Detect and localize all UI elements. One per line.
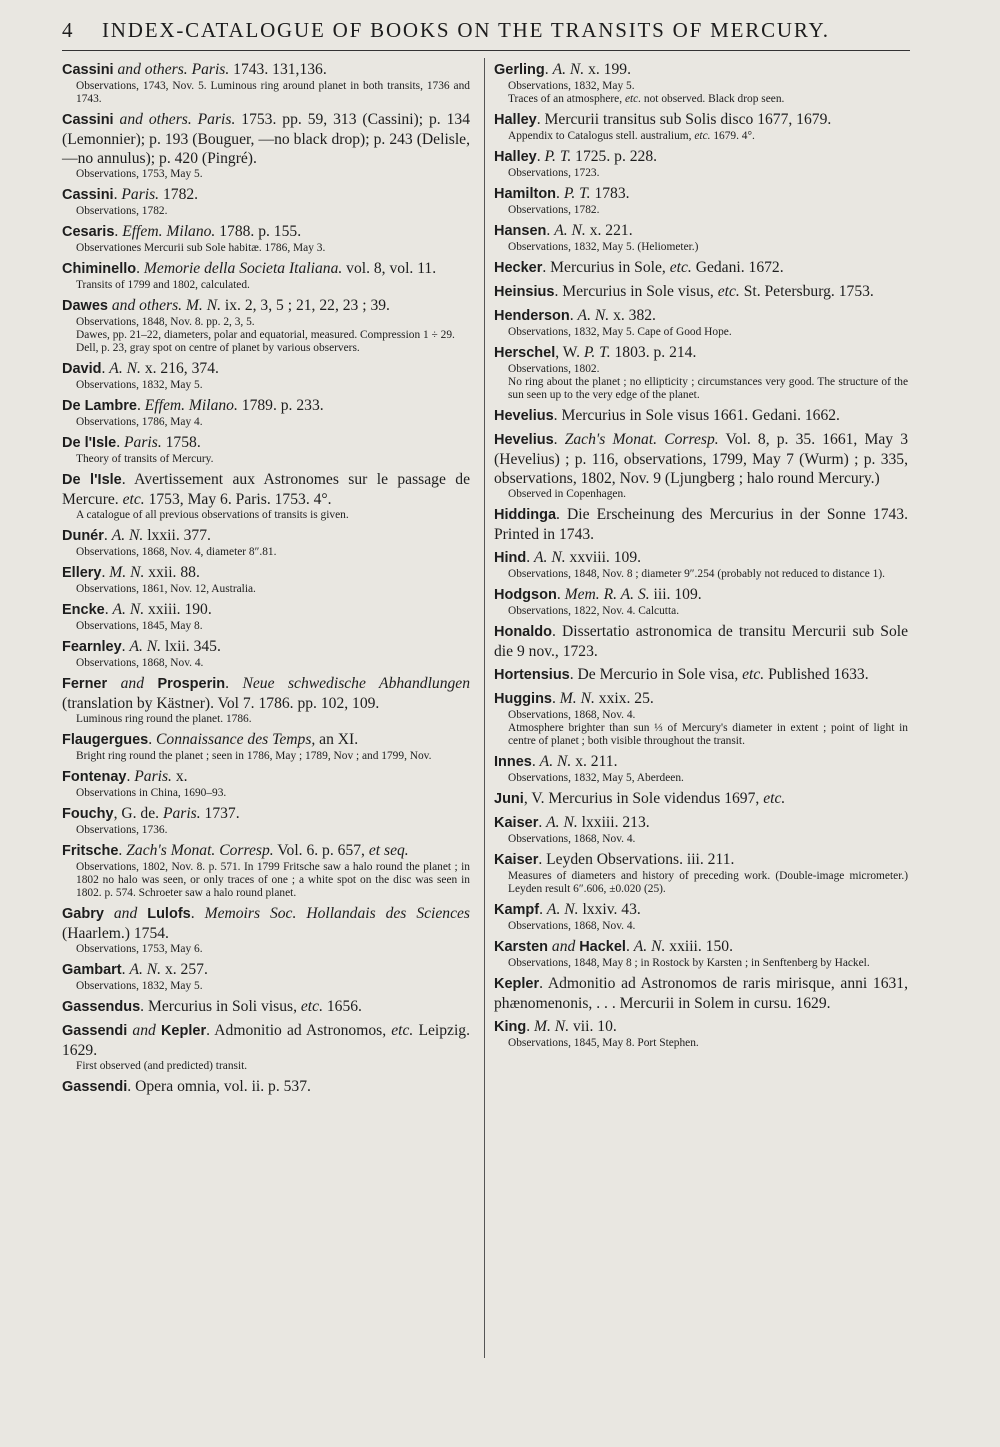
- catalogue-entry: [62, 674, 470, 726]
- entry-note: Observations, 1782.: [508, 204, 600, 216]
- catalogue-entry: [494, 585, 908, 618]
- entry-note: Observations, 1848, May 8 ; in Rostock by Karsten ; in Senftenberg by Hackel.: [508, 957, 870, 969]
- entry-citation: Hamilton. P. T. 1783.: [494, 185, 630, 202]
- entry-note: Observations, 1802, Nov. 8. p. 571. In 1799 Fritsche saw a halo round the planet ; in 1802 no halo was seen, or only traces of one ; a white spot on the disc was seen in 1802. p. 574. Schroeter saw a halo round planet.: [76, 861, 470, 899]
- column-divider: [484, 58, 485, 1358]
- entry-note: Traces of an atmosphere, etc. not observed. Black drop seen.: [508, 93, 785, 105]
- entry-note: Theory of transits of Mercury.: [76, 453, 214, 465]
- catalogue-entry: [62, 600, 470, 633]
- entry-citation: Chiminello. Memorie della Societa Italiana. vol. 8, vol. 11.: [62, 260, 437, 277]
- entry-note: Measures of diameters and history of preceding work. (Double-image micrometer.) Leyden result 6″.606, ±0.020 (25).: [508, 870, 908, 895]
- catalogue-entry: [62, 526, 470, 559]
- entry-citation: Fouchy, G. de. Paris. 1737.: [62, 805, 240, 822]
- entry-citation: Gerling. A. N. x. 199.: [494, 61, 631, 78]
- catalogue-entry: [62, 433, 470, 466]
- catalogue-entry: [62, 396, 470, 429]
- catalogue-entry: [62, 730, 470, 763]
- catalogue-entry: [494, 406, 908, 426]
- catalogue-entry: [494, 1017, 908, 1050]
- entry-citation: Halley. P. T. 1725. p. 228.: [494, 148, 658, 165]
- entry-note: Observations, 1786, May 4.: [76, 416, 203, 428]
- entry-citation: Dunér. A. N. lxxii. 377.: [62, 527, 211, 544]
- entry-citation: Juni, V. Mercurius in Sole videndus 1697, etc.: [494, 790, 786, 807]
- catalogue-entry: [494, 622, 908, 661]
- entry-citation: De l'Isle. Avertissement aux Astronomes sur le passage de Mercure. etc. 1753, May 6. Paris. 1753. 4°.: [62, 471, 470, 508]
- entry-note: Observations, 1723.: [508, 167, 600, 179]
- entry-citation: Cesaris. Effem. Milano. 1788. p. 155.: [62, 223, 302, 240]
- entry-citation: Kaiser. A. N. lxxiii. 213.: [494, 814, 650, 831]
- header-rule: [62, 50, 910, 51]
- entry-citation: Huggins. M. N. xxix. 25.: [494, 690, 654, 707]
- catalogue-entry: [62, 1077, 470, 1097]
- catalogue-entry: [62, 259, 470, 292]
- entry-note: Observed in Copenhagen.: [508, 488, 626, 500]
- catalogue-entry: [494, 306, 908, 339]
- entry-note: Observations, 1832, May 5. (Heliometer.): [508, 241, 699, 253]
- entry-citation: Henderson. A. N. x. 382.: [494, 307, 656, 324]
- catalogue-entry: [62, 637, 470, 670]
- entry-citation: De l'Isle. Paris. 1758.: [62, 434, 201, 451]
- catalogue-entry: [494, 505, 908, 544]
- entry-note: Observations, 1736.: [76, 824, 168, 836]
- catalogue-entry: [62, 359, 470, 392]
- catalogue-entry: [494, 752, 908, 785]
- entry-citation: Gassendus. Mercurius in Soli visus, etc. 1656.: [62, 998, 362, 1015]
- entry-note: Observations in China, 1690–93.: [76, 787, 227, 799]
- page-header: [62, 18, 912, 43]
- entry-citation: Innes. A. N. x. 211.: [494, 753, 618, 770]
- catalogue-entry: [62, 960, 470, 993]
- entry-citation: Kepler. Admonitio ad Astronomos de raris mirisque, anni 1631, phænomenonis, . . . Mercurii in Solem in cursu. 1629.: [494, 975, 908, 1012]
- catalogue-entry: [494, 343, 908, 402]
- entry-citation: Herschel, W. P. T. 1803. p. 214.: [494, 344, 697, 361]
- entry-citation: Hiddinga. Die Erscheinung des Mercurius in der Sonne 1743. Printed in 1743.: [494, 506, 908, 543]
- entry-note: Observations, 1868, Nov. 4.: [508, 920, 636, 932]
- catalogue-entry: [494, 850, 908, 896]
- entry-note: No ring about the planet ; no ellipticity ; circumstances very good. The structure of the sun seen up to the very edge of the planet.: [508, 376, 908, 401]
- entry-citation: Hecker. Mercurius in Sole, etc. Gedani. 1672.: [494, 259, 784, 276]
- catalogue-entry: [494, 665, 908, 685]
- catalogue-entry: [494, 937, 908, 970]
- entry-citation: Dawes and others. M. N. ix. 2, 3, 5 ; 21, 22, 23 ; 39.: [62, 297, 390, 314]
- entry-citation: Encke. A. N. xxiii. 190.: [62, 601, 212, 618]
- right-column: [494, 60, 908, 1054]
- entry-citation: Hevelius. Zach's Monat. Corresp. Vol. 8, p. 35. 1661, May 3 (Hevelius) ; p. 116, observations, 1799, May 7 (Wurm) ; p. 335, observations, 1802, Nov. 9 (Ljungberg ; halo round Mercury.): [494, 431, 908, 487]
- entry-citation: Gassendi. Opera omnia, vol. ii. p. 537.: [62, 1078, 311, 1095]
- entry-citation: Kaiser. Leyden Observations. iii. 211.: [494, 851, 735, 868]
- catalogue-entry: [494, 221, 908, 254]
- entry-note: Observations, 1848, Nov. 8 ; diameter 9″.254 (probably not reduced to distance 1).: [508, 568, 885, 580]
- entry-note: Observations, 1848, Nov. 8. pp. 2, 3, 5.: [76, 316, 255, 328]
- entry-note: Observations, 1861, Nov. 12, Australia.: [76, 583, 256, 595]
- entry-citation: De Lambre. Effem. Milano. 1789. p. 233.: [62, 397, 324, 414]
- entry-citation: Hodgson. Mem. R. A. S. iii. 109.: [494, 586, 702, 603]
- entry-note: Observations, 1822, Nov. 4. Calcutta.: [508, 605, 680, 617]
- left-column: [62, 60, 470, 1101]
- catalogue-entry: [62, 110, 470, 181]
- entry-note: Observations, 1832, May 5. Cape of Good Hope.: [508, 326, 732, 338]
- entry-citation: Gambart. A. N. x. 257.: [62, 961, 208, 978]
- entry-citation: Heinsius. Mercurius in Sole visus, etc. St. Petersburg. 1753.: [494, 283, 874, 300]
- catalogue-entry: [62, 767, 470, 800]
- catalogue-entry: [494, 900, 908, 933]
- entry-citation: Cassini and others. Paris. 1743. 131,136.: [62, 61, 327, 78]
- entry-note: Observations, 1832, May 5.: [508, 80, 635, 92]
- entry-citation: Karsten and Hackel. A. N. xxiii. 150.: [494, 938, 733, 955]
- catalogue-entry: [494, 548, 908, 581]
- catalogue-entry: [494, 110, 908, 143]
- catalogue-entry: [62, 60, 470, 106]
- catalogue-entry: [62, 470, 470, 522]
- entry-citation: Gassendi and Kepler. Admonitio ad Astronomos, etc. Leipzig. 1629.: [62, 1022, 470, 1059]
- catalogue-entry: [494, 789, 908, 809]
- entry-note: Luminous ring round the planet. 1786.: [76, 713, 252, 725]
- entry-note: First observed (and predicted) transit.: [76, 1060, 248, 1072]
- entry-note: Observations, 1832, May 5.: [76, 980, 203, 992]
- catalogue-entry: [62, 841, 470, 900]
- catalogue-entry: [62, 997, 470, 1017]
- page-title: INDEX-CATALOGUE OF BOOKS ON THE TRANSITS OF MERCURY.: [102, 18, 830, 42]
- entry-note: Observations, 1845, May 8.: [76, 620, 203, 632]
- entry-citation: Cassini. Paris. 1782.: [62, 186, 199, 203]
- entry-citation: Cassini and others. Paris. 1753. pp. 59, 313 (Cassini); p. 134 (Lemonnier); p. 193 (Bouguer, —no black drop); p. 243 (Delisle, —no annulus); p. 420 (Pingré).: [62, 111, 470, 167]
- entry-note: Observations, 1782.: [76, 205, 168, 217]
- catalogue-entry: [494, 974, 908, 1013]
- entry-note: Observations, 1753, May 5.: [76, 168, 203, 180]
- catalogue-entry: [62, 222, 470, 255]
- catalogue-entry: [62, 296, 470, 355]
- catalogue-entry: [494, 430, 908, 501]
- entry-note: Observations, 1868, Nov. 4.: [76, 657, 204, 669]
- entry-note: Dawes, pp. 21–22, diameters, polar and equatorial, measured. Compression 1 ÷ 29.: [76, 329, 455, 341]
- catalogue-entry: [494, 258, 908, 278]
- entry-citation: Halley. Mercurii transitus sub Solis disco 1677, 1679.: [494, 111, 832, 128]
- entry-note: A catalogue of all previous observations of transits is given.: [76, 509, 349, 521]
- entry-citation: Honaldo. Dissertatio astronomica de transitu Mercurii sub Sole die 9 nov., 1723.: [494, 623, 908, 660]
- entry-citation: Hansen. A. N. x. 221.: [494, 222, 633, 239]
- entry-note: Observations, 1832, May 5, Aberdeen.: [508, 772, 684, 784]
- entry-note: Observations, 1802.: [508, 363, 600, 375]
- entry-citation: Fearnley. A. N. lxii. 345.: [62, 638, 221, 655]
- catalogue-entry: [62, 1021, 470, 1073]
- entry-note: Bright ring round the planet ; seen in 1786, May ; 1789, Nov ; and 1799, Nov.: [76, 750, 432, 762]
- catalogue-entry: [62, 185, 470, 218]
- entry-note: Dell, p. 23, gray spot on centre of planet by various observers.: [76, 342, 360, 354]
- entry-citation: Ellery. M. N. xxii. 88.: [62, 564, 200, 581]
- catalogue-entry: [494, 60, 908, 106]
- entry-citation: Gabry and Lulofs. Memoirs Soc. Hollandais des Sciences (Haarlem.) 1754.: [62, 905, 470, 942]
- entry-citation: Hevelius. Mercurius in Sole visus 1661. Gedani. 1662.: [494, 407, 840, 424]
- entry-note: Observations, 1832, May 5.: [76, 379, 203, 391]
- entry-note: Observations, 1743, Nov. 5. Luminous ring around planet in both transits, 1736 and 1743.: [76, 80, 470, 105]
- entry-citation: David. A. N. x. 216, 374.: [62, 360, 219, 377]
- entry-note: Observations, 1845, May 8. Port Stephen.: [508, 1037, 699, 1049]
- entry-citation: Fritsche. Zach's Monat. Corresp. Vol. 6. p. 657, et seq.: [62, 842, 409, 859]
- entry-note: Observationes Mercurii sub Sole habitæ. 1786, May 3.: [76, 242, 326, 254]
- catalogue-entry: [62, 804, 470, 837]
- entry-citation: Hind. A. N. xxviii. 109.: [494, 549, 642, 566]
- entry-note: Observations, 1753, May 6.: [76, 943, 203, 955]
- entry-note: Appendix to Catalogus stell. australium, etc. 1679. 4°.: [508, 130, 755, 142]
- catalogue-entry: [494, 813, 908, 846]
- entry-note: Observations, 1868, Nov. 4.: [508, 709, 636, 721]
- catalogue-entry: [494, 147, 908, 180]
- entry-citation: Fontenay. Paris. x.: [62, 768, 188, 785]
- catalogue-entry: [494, 689, 908, 748]
- entry-citation: Kampf. A. N. lxxiv. 43.: [494, 901, 641, 918]
- catalogue-entry: [494, 282, 908, 302]
- catalogue-entry: [62, 904, 470, 956]
- catalogue-entry: [62, 563, 470, 596]
- entry-note: Transits of 1799 and 1802, calculated.: [76, 279, 250, 291]
- catalogue-entry: [494, 184, 908, 217]
- entry-note: Observations, 1868, Nov. 4.: [508, 833, 636, 845]
- entry-citation: King. M. N. vii. 10.: [494, 1018, 617, 1035]
- entry-citation: Ferner and Prosperin. Neue schwedische Abhandlungen (translation by Kästner). Vol 7. 1786. pp. 102, 109.: [62, 675, 471, 712]
- entry-citation: Flaugergues. Connaissance des Temps, an XI.: [62, 731, 359, 748]
- entry-note: Observations, 1868, Nov. 4, diameter 8″.81.: [76, 546, 277, 558]
- page-number: 4: [62, 18, 75, 42]
- entry-citation: Hortensius. De Mercurio in Sole visa, etc. Published 1633.: [494, 666, 869, 683]
- entry-note: Atmosphere brighter than sun ⅓ of Mercury's diameter in extent ; point of light in centre of planet ; both visible throughout the transit.: [508, 722, 908, 747]
